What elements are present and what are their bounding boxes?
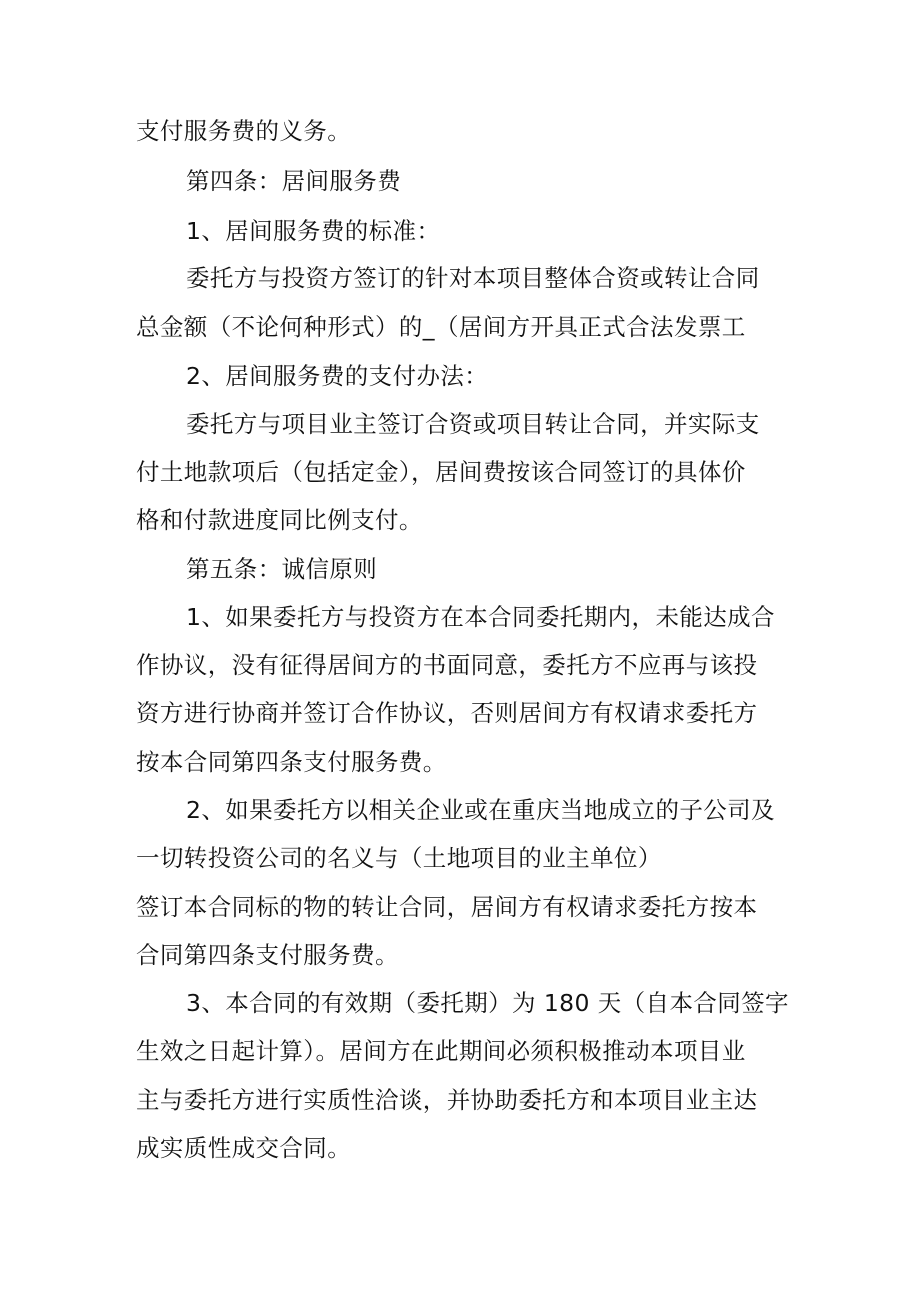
- text-line: 合同第四条支付服务费。: [136, 941, 399, 969]
- text-line: 一切转投资公司的名义与（土地项目的业主单位）: [136, 844, 662, 872]
- text-line: 生效之日起计算）。居间方在此期间必须积极推动本项目业: [136, 1037, 746, 1065]
- text-line: 委托方与项目业主签订合资或项目转让合同，并实际支: [186, 410, 760, 438]
- text-line: 成实质性成交合同。: [136, 1134, 352, 1162]
- text-line: 3、本合同的有效期（委托期）为 180 天（自本合同签字: [186, 989, 789, 1017]
- text-line: 按本合同第四条支付服务费。: [136, 748, 447, 776]
- text-line: 主与委托方进行实质性洽谈，并协助委托方和本项目业主达: [136, 1086, 758, 1114]
- text-line: 支付服务费的义务。: [136, 117, 352, 145]
- text-line: 1、居间服务费的标准：: [186, 217, 441, 245]
- text-line: 签订本合同标的物的转让合同，居间方有权请求委托方按本: [136, 893, 758, 921]
- text-line: 2、居间服务费的支付办法：: [186, 362, 489, 390]
- text-line: 作协议，没有征得居间方的书面同意，委托方不应再与该投: [136, 651, 758, 679]
- text-line: 1、如果委托方与投资方在本合同委托期内，未能达成合: [186, 603, 775, 631]
- text-line: 格和付款进度同比例支付。: [136, 506, 423, 534]
- text-line: 委托方与投资方签订的针对本项目整体合资或转让合同: [186, 264, 760, 292]
- text-line: 资方进行协商并签订合作协议，否则居间方有权请求委托方: [136, 699, 758, 727]
- text-line: 总金额（不论何种形式）的_（居间方开具正式合法发票工: [136, 313, 746, 341]
- section-heading-article-4: 第四条：居间服务费: [186, 167, 402, 195]
- section-heading-article-5: 第五条：诚信原则: [186, 555, 378, 583]
- text-line: 2、如果委托方以相关企业或在重庆当地成立的子公司及: [186, 796, 775, 824]
- text-line: 付土地款项后（包括定金），居间费按该合同签订的具体价: [136, 458, 746, 486]
